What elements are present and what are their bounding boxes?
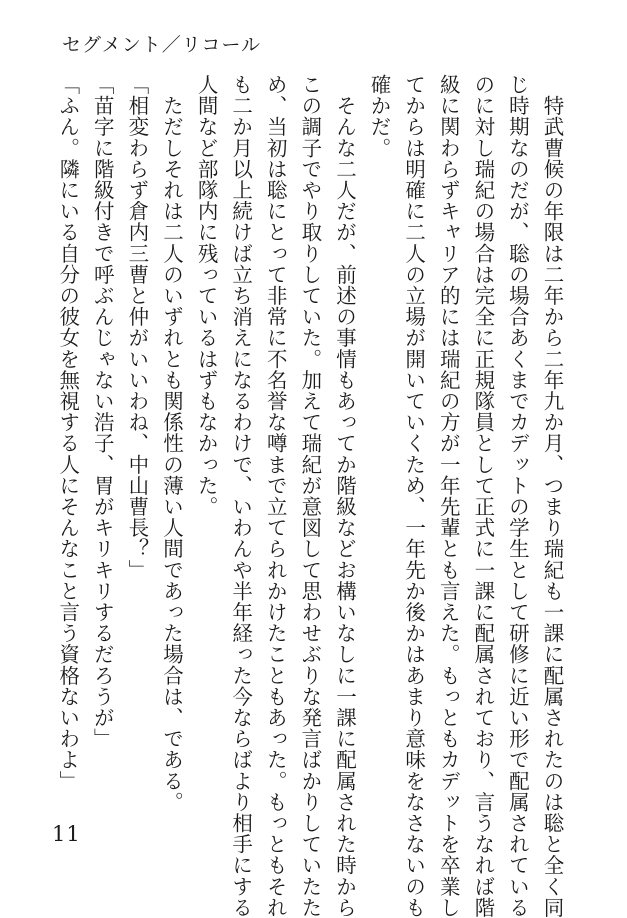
text-column: 「苗字に階級付きで呼ぶんじゃない浩子、胃がキリキリするだろうが」 [90, 74, 115, 750]
text-column: この調子でやり取りしていた。加えて瑞紀が意図して思わせぶりな発言ばかりしていたた [297, 74, 322, 918]
text-column: 「相変わらず倉内三曹と仲がいいわね、中山曹長？」 [124, 74, 149, 581]
text-column: てからは明確に二人の立場が開いていくため、一年先か後かはあまり意味をなさないのも [401, 74, 426, 918]
text-column: ただしそれは二人のいずれとも関係性の薄い人間であった場合は、である。 [159, 74, 184, 813]
running-head: セグメント／リコール [62, 34, 262, 56]
text-column: そんな二人だが、前述の事情もあってか階級などお構いなしに一課に配属された時から [332, 74, 357, 918]
text-column: 「ふん。隣にいる自分の彼女を無視する人にそんなこと言う資格ないわよ」 [55, 74, 80, 792]
text-column: 特武曹候の年限は二年から二年九か月、つまり瑞紀も一課に配属されたのは聡と全く同 [540, 74, 564, 918]
text-column: のに対し瑞紀の場合は完全に正規隊員として正式に一課に配属されており、言うなれば階 [470, 74, 495, 918]
text-column: め、当初は聡にとって非常に不名誉な噂まで立てられかけたこともあった。もっともそれ [263, 74, 288, 918]
text-column: 級に関わらずキャリア的には瑞紀の方が一年先輩とも言えた。もっともカデットを卒業し [436, 74, 461, 918]
text-column: じ時期なのだが、聡の場合あくまでカデットの学生として研修に近い形で配属されている [505, 74, 530, 918]
page-number: 11 [52, 822, 81, 846]
text-column: 確かだ。 [367, 74, 392, 159]
text-column: も二か月以上続けば立ち消えになるわけで、いわんや半年経った今ならばより相手にする [228, 74, 253, 918]
text-column: 人間など部隊内に残っているはずもなかった。 [194, 74, 219, 518]
